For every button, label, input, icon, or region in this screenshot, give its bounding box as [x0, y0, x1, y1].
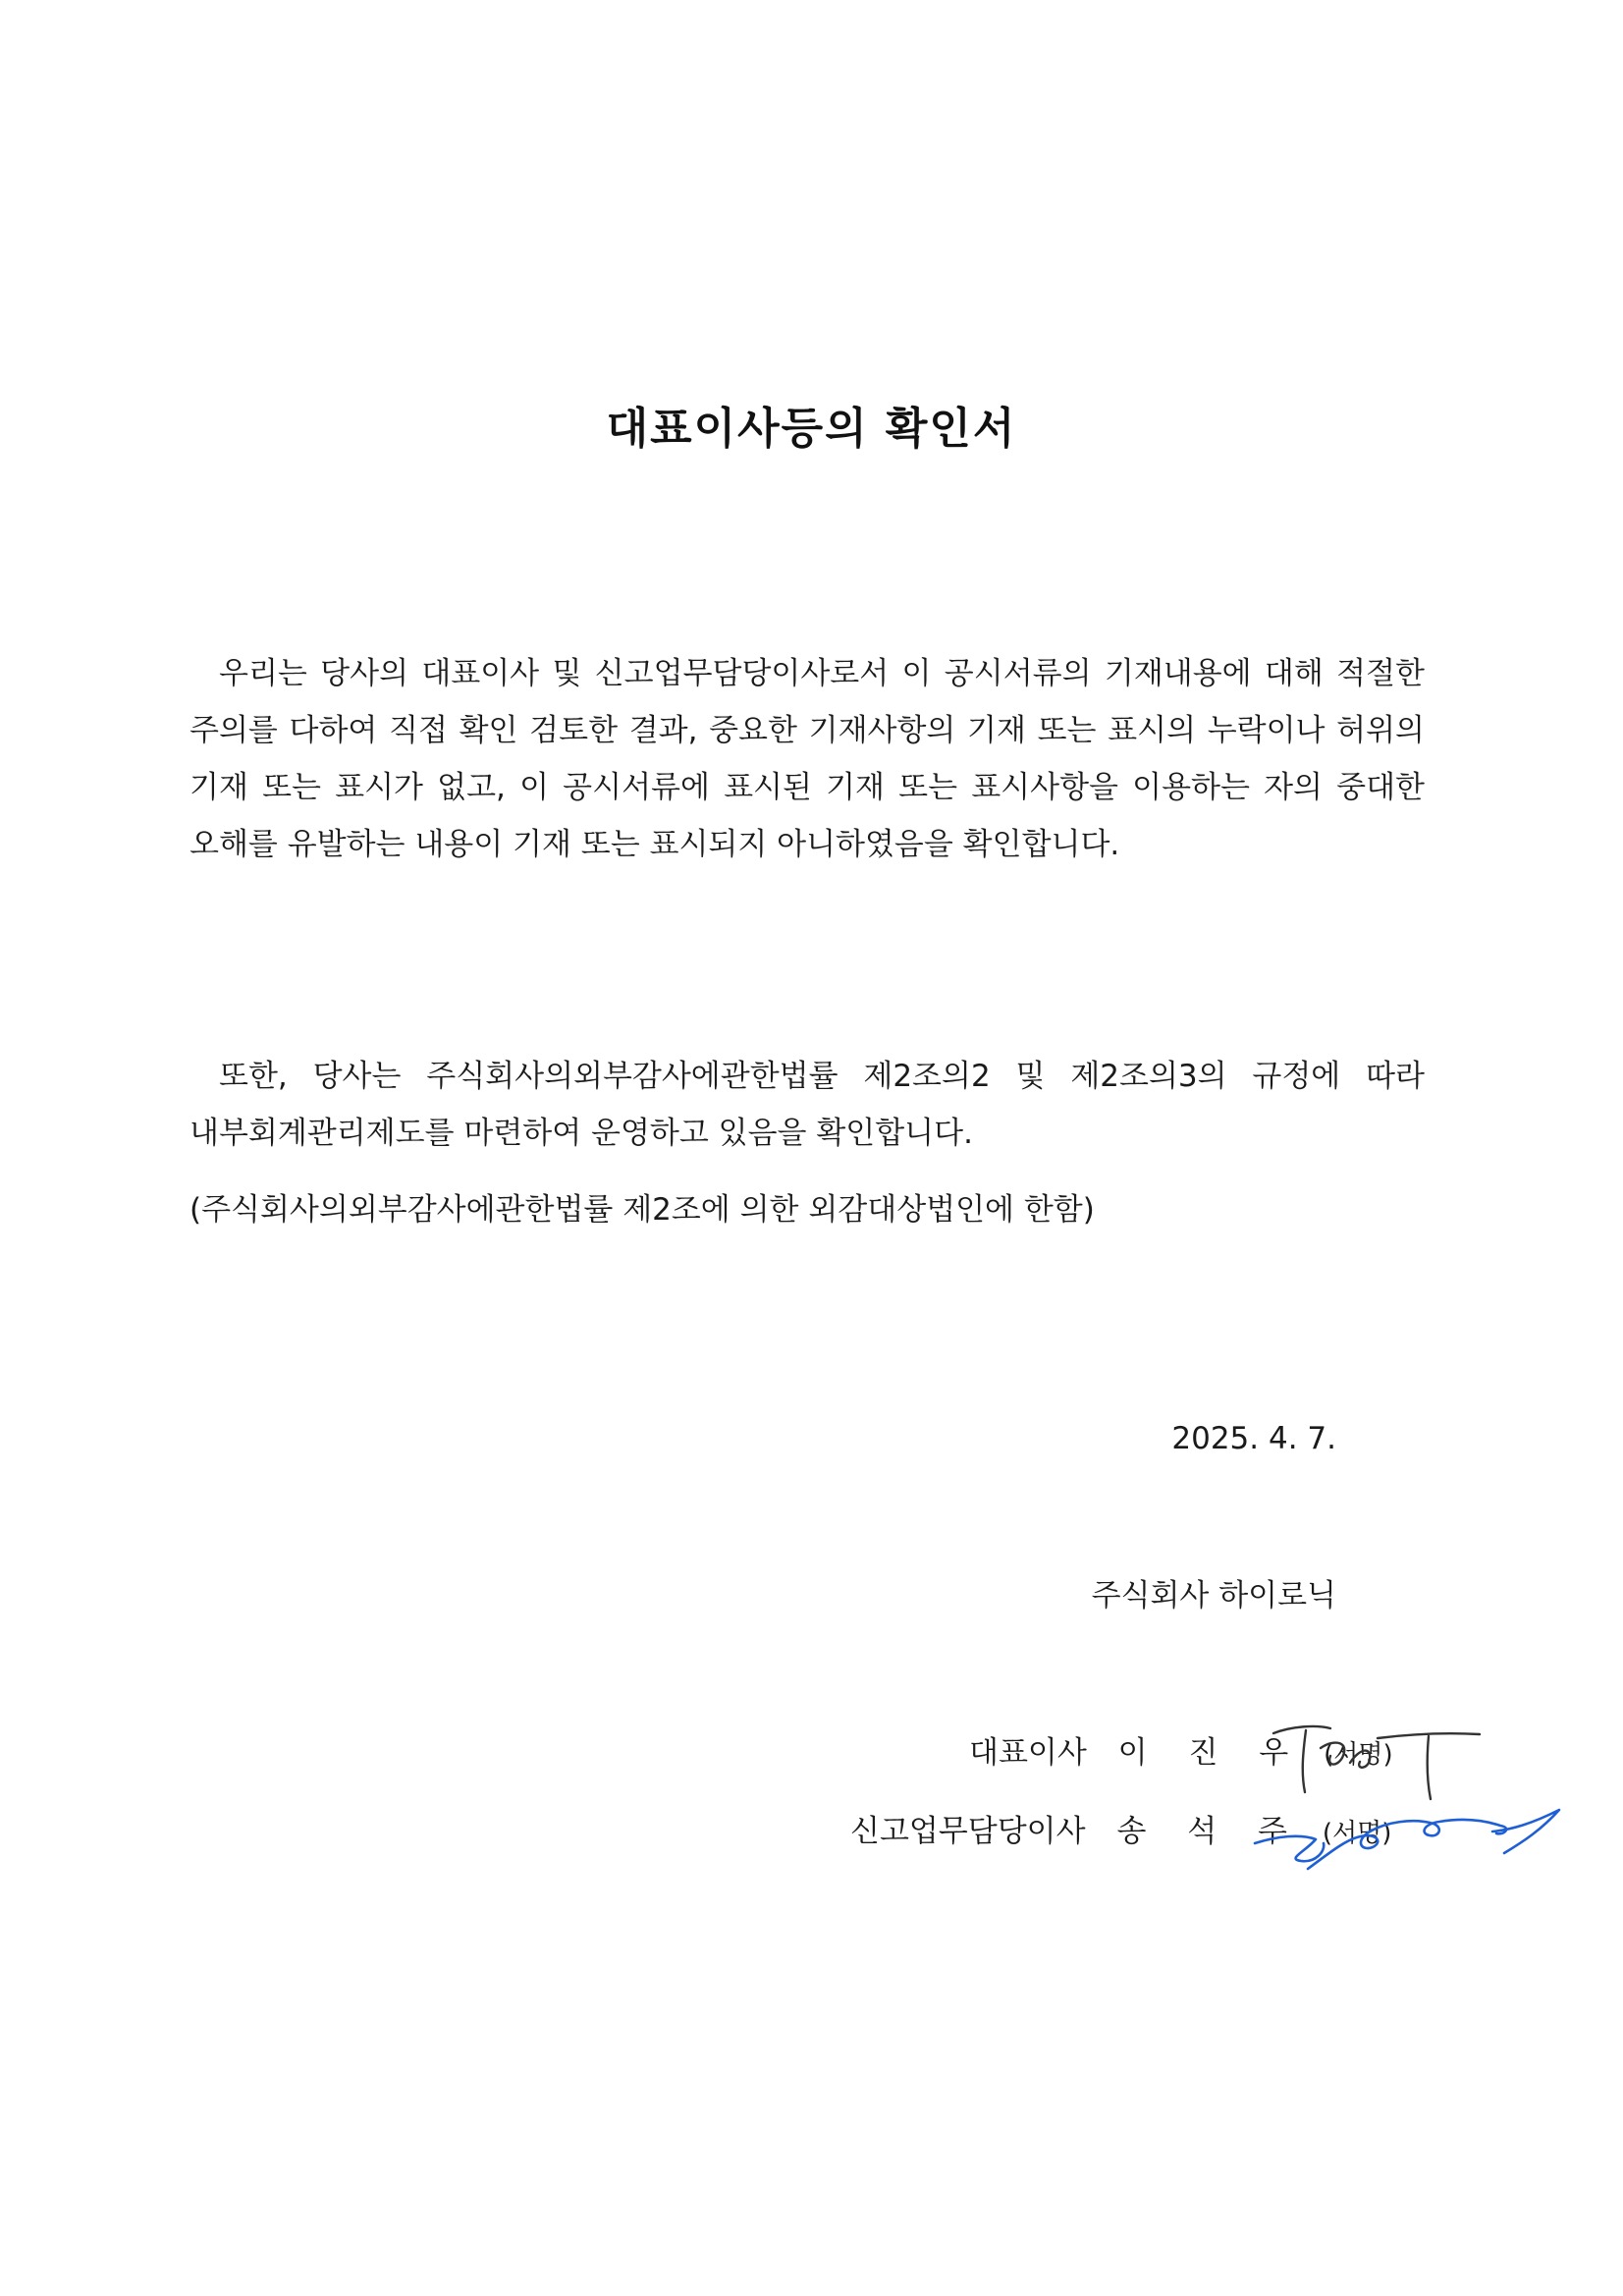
- seal-label: (서명): [1324, 1740, 1393, 1770]
- scope-note: (주식회사의외부감사에관한법률 제2조에 의한 외감대상법인에 한함): [189, 1192, 1095, 1228]
- signatory-role: 신고업무담당이사: [850, 1814, 1086, 1849]
- reporting-director-signature-icon: [1247, 1782, 1571, 1890]
- seal-label: (서명): [1322, 1819, 1392, 1848]
- signatory-name: 송 석 주: [1116, 1814, 1303, 1849]
- document-title: 대표이사등의 확인서: [606, 404, 1017, 454]
- internal-control-paragraph: 또한, 당사는 주식회사의외부감사에관한법률 제2조의2 및 제2조의3의 규정에 따라 내부회계관리제도를 마련하여 운영하고 있음을 확인합니다.: [189, 1059, 1425, 1151]
- company-name: 주식회사 하이로닉: [1091, 1578, 1336, 1613]
- document-date: 2025. 4. 7.: [1171, 1421, 1336, 1456]
- signatory-name: 이 진 우: [1117, 1735, 1305, 1771]
- confirmation-paragraph: 우리는 당사의 대표이사 및 신고업무담당이사로서 이 공시서류의 기재내용에 대해 적절한 주의를 다하여 직접 확인 검토한 결과, 중요한 기재사항의 기재 또는 표시의 누락이나 허위의 기재 또는 표시가 없고, 이 공시서류에 표시된 기재 또는 표시사항을 이용하는 자의 중대한 오해를 유발하는 내용이 기재 또는 표시되지 아니하였음을 확인합니다.: [189, 656, 1425, 862]
- signatory-role: 대표이사: [969, 1735, 1087, 1771]
